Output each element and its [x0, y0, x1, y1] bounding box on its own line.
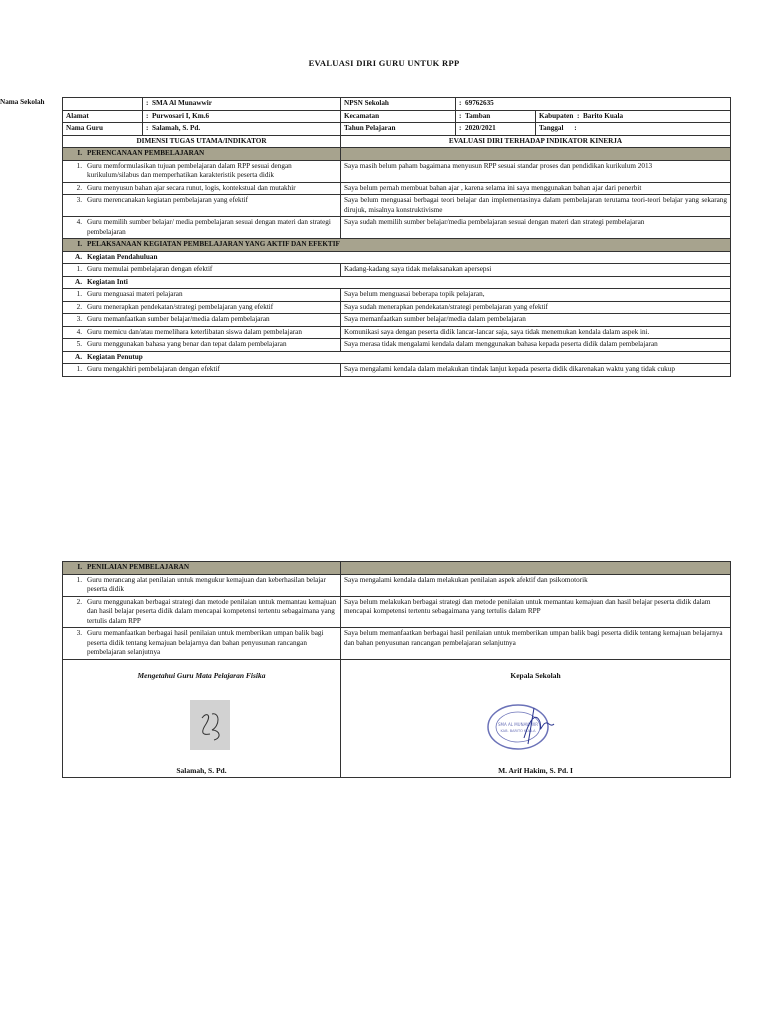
- column-header-row: [63, 135, 731, 148]
- evaluation-cell: Saya belum pernah membuat bahan ajar , karena selama ini saya menggunakan bahan ajar dari penerbit: [341, 182, 731, 195]
- indicator-cell: 1. Guru memformulasikan tujuan pembelajaran dalam RPP sesuai dengan kurikulum/silabus dan memperhatikan karakteristik peserta didik: [63, 160, 341, 182]
- npsn-label: NPSN Sekolah: [344, 99, 389, 107]
- nama-guru-value: Salamah, S. Pd.: [152, 124, 201, 132]
- subsection-inti: A. Kegiatan Inti: [63, 276, 731, 289]
- alamat-value: Purwosari I, Km.6: [152, 111, 210, 120]
- column-header-left: DIMENSI TUGAS UTAMA/INDIKATOR: [63, 135, 341, 148]
- table-row: [63, 364, 731, 377]
- kabupaten-value: Barito Kuala: [582, 111, 624, 120]
- table-row: [63, 195, 731, 217]
- nama-sekolah-label: Nama Sekolah: [0, 98, 45, 106]
- evaluation-cell: Saya mengalami kendala dalam melakukan tindak lanjut kepada peserta didik dikarenakan waktu yang tidak cukup: [341, 364, 731, 377]
- left-signature-title: Mengetahui Guru Mata Pelajaran Fisika: [137, 670, 266, 680]
- indicator-cell: 1. Guru memulai pembelajaran dengan efektif: [63, 264, 341, 277]
- npsn-value: 69762635: [465, 99, 494, 107]
- kabupaten-label: Kabupaten: [539, 111, 574, 120]
- column-header-right: EVALUASI DIRI TERHADAP INDIKATOR KINERJA: [341, 135, 731, 148]
- tanggal-label: Tanggal: [539, 124, 564, 132]
- right-signature-title: Kepala Sekolah: [510, 670, 561, 680]
- indicator-cell: 3. Guru merencanakan kegiatan pembelajaran yang efektif: [63, 195, 341, 217]
- indicator-cell: 2. Guru menyusun bahan ajar secara runut, logis, kontekstual dan mutakhir: [63, 182, 341, 195]
- table-row: [63, 339, 731, 352]
- evaluation-cell: Saya sudah menerapkan pendekatan/strategi pembelajaran yang efektif: [341, 301, 731, 314]
- evaluation-cell: Saya merasa tidak mengalami kendala dalam menggunakan bahasa kepada peserta didik dalam pembelajaran: [341, 339, 731, 352]
- table-row: [63, 574, 731, 596]
- signature-row: [63, 659, 731, 777]
- indicator-cell: 2. Guru menerapkan pendekatan/strategi pembelajaran yang efektif: [63, 301, 341, 314]
- tahun-label: Tahun Pelajaran: [344, 124, 396, 132]
- evaluation-cell: Saya mengalami kendala dalam melakukan penilaian aspek afektif dan psikomotorik: [341, 574, 731, 596]
- alamat-label: Alamat: [63, 110, 143, 123]
- evaluation-cell: Saya belum menguasai beberapa topik pelajaran,: [341, 289, 731, 302]
- indicator-cell: 1. Guru mengakhiri pembelajaran dengan efektif: [63, 364, 341, 377]
- evaluation-cell: Saya sudah memilih sumber belajar/media pembelajaran sesuai dengan materi dan strategi pembelajaran: [341, 217, 731, 239]
- indicator-cell: 2. Guru menggunakan berbagai strategi dan metode penilaian untuk memantau kemajuan dan hasil belajar peserta didik dalam mencapai kompetensi tertentu sebagaimana yang tertulis dalam RPP: [63, 596, 341, 628]
- evaluation-cell: Kadang-kadang saya tidak melaksanakan apersepsi: [341, 264, 731, 277]
- evaluation-cell: Saya belum menguasai berbagai teori belajar dan implementasinya dalam pembelajaran terutama teori-teori belajar yang sekarang dirujuk, misalnya konstruktivisme: [341, 195, 731, 217]
- indicator-cell: 1. Guru merancang alat penilaian untuk mengukur kemajuan dan keberhasilan belajar peserta didik: [63, 574, 341, 596]
- school-seal-icon: [484, 702, 560, 752]
- table-row: [63, 628, 731, 660]
- document-title: EVALUASI DIRI GURU UNTUK RPP: [308, 58, 460, 68]
- left-signature-name: Salamah, S. Pd.: [176, 766, 227, 775]
- indicator-cell: 5. Guru menggunakan bahasa yang benar dan tepat dalam pembelajaran: [63, 339, 341, 352]
- indicator-cell: 3. Guru memanfaatkan sumber belajar/media dalam pembelajaran: [63, 314, 341, 327]
- indicator-cell: 4. Guru memicu dan/atau memelihara keterlibatan siswa dalam pembelajaran: [63, 326, 341, 339]
- indicator-cell: 1. Guru menguasai materi pelajaran: [63, 289, 341, 302]
- signature-right: [341, 659, 731, 777]
- subsection-penutup: A. Kegiatan Penutup: [63, 351, 731, 364]
- kecamatan-value: Tamban: [465, 111, 491, 120]
- svg-text:SMA AL MUNAWWIR: SMA AL MUNAWWIR: [498, 722, 538, 727]
- header-row-address: Alamat : Purwosari I, Km.6 Kecamatan : Tamban Kabupaten : Barito Kuala: [63, 110, 731, 123]
- header-row-teacher: Nama Guru : Salamah, S. Pd. Tahun Pelajaran : 2020/2021 Tanggal :: [63, 123, 731, 136]
- table-row: [63, 326, 731, 339]
- table-row: [63, 289, 731, 302]
- indicator-cell: 4. Guru memilih sumber belajar/ media pembelajaran sesuai dengan materi dan strategi pembelajaran: [63, 217, 341, 239]
- section-header-pelaksanaan: I. PELAKSANAAN KEGIATAN PEMBELAJARAN YANG AKTIF DAN EFEKTIF: [63, 239, 731, 252]
- evaluation-cell: Saya belum memanfaatkan berbagai hasil penilaian untuk memberikan umpan balik bagi peserta didik tentang kemajuan belajarnya dan bahan penyusunan rancangan pembelajaran selanjutnya: [341, 628, 731, 660]
- table-row: [63, 217, 731, 239]
- table-row: [63, 264, 731, 277]
- table-row: [63, 160, 731, 182]
- subsection-pendahuluan: A. Kegiatan Pendahuluan: [63, 251, 731, 264]
- section-header-penilaian: I. PENILAIAN PEMBELAJARAN: [63, 562, 731, 575]
- evaluation-cell: Saya memanfaatkan sumber belajar/media dalam pembelajaran: [341, 314, 731, 327]
- evaluation-cell: Saya belum melakukan berbagai strategi dan metode penilaian untuk memantau kemajuan dan hasil belajar peserta didik dalam mencapai kompetensi tertentu sebagaimana yang tertulis dalam RPP: [341, 596, 731, 628]
- nama-guru-label: Nama Guru: [63, 123, 143, 136]
- signature-left: [63, 659, 341, 777]
- section-header-perencanaan: I. PERENCANAAN PEMBELAJARAN: [63, 148, 731, 161]
- right-signature-name: M. Arif Hakim, S. Pd. I: [498, 766, 573, 775]
- evaluation-table-penilaian: [62, 561, 731, 778]
- evaluation-cell: Saya masih belum paham bagaimana menyusun RPP sesuai standar proses dan pendidikan kurikulum 2013: [341, 160, 731, 182]
- kecamatan-label: Kecamatan: [344, 111, 380, 120]
- table-row: [63, 596, 731, 628]
- teacher-signature-image: [190, 700, 230, 750]
- svg-text:KAB. BARITO KUALA: KAB. BARITO KUALA: [500, 729, 536, 733]
- table-row: [63, 182, 731, 195]
- table-row: [63, 301, 731, 314]
- table-row: [63, 314, 731, 327]
- school-name: SMA Al Munawwir: [152, 99, 212, 107]
- evaluation-cell: Komunikasi saya dengan peserta didik lancar-lancar saja, saya tidak menemukan kendala dalam aspek ini.: [341, 326, 731, 339]
- header-row-school: : SMA Al Munawwir NPSN Sekolah : 69762635: [63, 98, 731, 111]
- evaluation-table-main: [62, 97, 731, 377]
- tahun-value: 2020/2021: [465, 124, 496, 132]
- indicator-cell: 3. Guru memanfaatkan berbagai hasil penilaian untuk memberikan umpan balik bagi peserta didik tentang kemajuan belajarnya dan bahan penyusunan rancangan pembelajaran selanjutnya: [63, 628, 341, 660]
